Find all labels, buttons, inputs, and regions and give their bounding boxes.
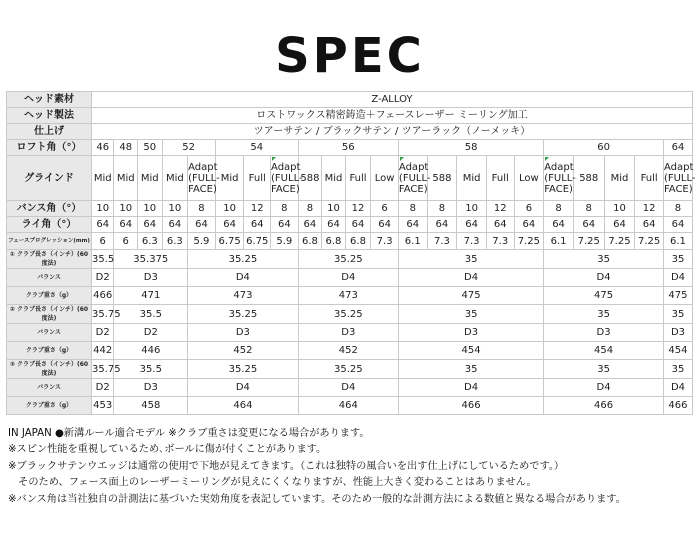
row-set-3-weight [7,397,693,415]
weight-cell: 475 [544,287,664,305]
grind-cell: Mid [91,156,114,201]
balance-cell: D3 [663,324,692,342]
length-label: ③ クラブ長さ（インチ）(60度法) [7,360,92,379]
row-set-2-length [7,305,693,324]
balance-cell: D4 [188,379,299,397]
loft-cell: 46 [91,140,114,156]
bounce-cell: 10 [114,201,138,217]
weight-cell: 453 [91,397,114,415]
face-progression-cell: 7.3 [457,233,487,250]
note-line: ※スピン性能を重視しているため､ボールに傷が付くことがあります。 [8,444,327,456]
row-set-1-balance [7,269,693,287]
head-material-value: Z-ALLOY [91,92,692,108]
length-cell: 35.75 [91,360,114,379]
balance-cell: D2 [91,324,114,342]
loft-label: ロフト角（°） [7,140,92,156]
weight-cell: 471 [114,287,188,305]
grind-cell: 588 [427,156,457,201]
row-head-material [7,92,693,108]
balance-cell: D4 [298,379,398,397]
length-cell: 35 [398,250,543,269]
grind-cell: Full [486,156,514,201]
bounce-cell: 10 [322,201,346,217]
grind-cell: 588 [573,156,604,201]
bounce-cell: 12 [486,201,514,217]
bounce-cell: 8 [663,201,692,217]
row-finish [7,124,693,140]
weight-cell: 464 [298,397,398,415]
balance-cell: D3 [114,379,188,397]
face-progression-cell: 6 [114,233,138,250]
bounce-cell: 8 [573,201,604,217]
length-cell: 35.25 [188,305,299,324]
weight-cell: 475 [663,287,692,305]
length-cell: 35 [398,305,543,324]
row-lie [7,217,693,233]
weight-cell: 454 [663,342,692,360]
face-progression-cell: 6.8 [322,233,346,250]
face-progression-cell: 6.8 [298,233,322,250]
face-progression-cell: 6.8 [345,233,371,250]
grind-cell: Low [371,156,399,201]
bounce-cell: 10 [138,201,163,217]
balance-cell: D4 [298,269,398,287]
lie-cell: 64 [244,217,271,233]
lie-cell: 64 [162,217,188,233]
notes [8,426,700,508]
balance-cell: D4 [544,379,664,397]
lie-cell: 64 [114,217,138,233]
lie-cell: 64 [215,217,244,233]
corner-marker-icon [272,157,276,161]
weight-cell: 446 [114,342,188,360]
length-label: ② クラブ長さ（インチ）(60度法) [7,305,92,324]
grind-cell: Adapt (FULL-FACE) [398,156,427,201]
face-progression-cell: 7.25 [635,233,664,250]
lie-cell: 64 [322,217,346,233]
grind-label: グラインド [7,156,92,201]
balance-cell: D4 [188,269,299,287]
lie-cell: 64 [635,217,664,233]
grind-cell: Mid [215,156,244,201]
page-title: SPEC [275,28,425,84]
length-cell: 35.5 [114,305,188,324]
balance-cell: D4 [398,269,543,287]
row-set-1-length [7,250,693,269]
balance-cell: D3 [188,324,299,342]
row-set-1-weight [7,287,693,305]
lie-cell: 64 [573,217,604,233]
face-progression-cell: 7.25 [604,233,635,250]
balance-cell: D3 [298,324,398,342]
bounce-cell: 10 [91,201,114,217]
weight-label: クラブ重さ（g） [7,287,92,305]
balance-cell: D2 [114,324,188,342]
bounce-cell: 10 [457,201,487,217]
finish-label: 仕上げ [7,124,92,140]
bounce-cell: 12 [635,201,664,217]
loft-cell: 60 [544,140,664,156]
grind-cell: Mid [114,156,138,201]
weight-cell: 452 [188,342,299,360]
weight-cell: 466 [544,397,664,415]
lie-cell: 64 [188,217,216,233]
balance-cell: D2 [91,269,114,287]
row-set-3-balance [7,379,693,397]
spec-table [6,91,696,415]
bounce-label: バンス角（°） [7,201,92,217]
length-cell: 35.75 [91,305,114,324]
length-cell: 35.5 [91,250,114,269]
bounce-cell: 6 [371,201,399,217]
bounce-cell: 8 [544,201,574,217]
length-cell: 35.25 [188,360,299,379]
face-progression-label: フェースプログレッション(mm) [7,233,92,250]
balance-label: バランス [7,269,92,287]
loft-cell: 52 [162,140,215,156]
face-progression-cell: 7.3 [427,233,457,250]
face-progression-cell: 6.75 [215,233,244,250]
head-material-label: ヘッド素材 [7,92,92,108]
bounce-cell: 12 [244,201,271,217]
lie-cell: 64 [371,217,399,233]
balance-cell: D4 [663,269,692,287]
weight-cell: 475 [398,287,543,305]
corner-marker-icon [400,157,404,161]
bounce-cell: 10 [162,201,188,217]
corner-marker-icon [545,157,549,161]
grind-cell: Adapt (FULL-FACE) [188,156,216,201]
lie-cell: 64 [604,217,635,233]
row-set-2-balance [7,324,693,342]
loft-cell: 54 [215,140,298,156]
face-progression-cell: 6.3 [162,233,188,250]
length-label: ① クラブ長さ（インチ）(60度法) [7,250,92,269]
lie-label: ライ角（°） [7,217,92,233]
grind-cell: Adapt (FULL-FACE) [271,156,299,201]
length-cell: 35 [398,360,543,379]
balance-label: バランス [7,379,92,397]
lie-cell: 64 [138,217,163,233]
loft-cell: 50 [138,140,163,156]
note-line: そのため、フェース面上のレーザーミーリングが見えにくくなりますが、性能上大きく変わることはありません。 [8,477,537,489]
length-cell: 35.375 [114,250,188,269]
weight-cell: 452 [298,342,398,360]
length-cell: 35 [663,360,692,379]
note-line: IN JAPAN ●新溝ルール適合モデル ※クラブ重さは変更になる場合があります。 [8,428,370,439]
grind-cell: Full [635,156,664,201]
balance-cell: D3 [398,324,543,342]
length-cell: 35 [544,305,664,324]
grind-cell: Mid [162,156,188,201]
weight-label: クラブ重さ（g） [7,342,92,360]
loft-cell: 56 [298,140,398,156]
row-head-method [7,108,693,124]
grind-cell: 588 [298,156,322,201]
bounce-cell: 12 [345,201,371,217]
length-cell: 35.25 [298,360,398,379]
grind-cell: Full [345,156,371,201]
face-progression-cell: 6.75 [244,233,271,250]
balance-cell: D2 [91,379,114,397]
length-cell: 35 [544,360,664,379]
note-line: ※バンス角は当社独自の計測法に基づいた実効角度を表記しています。そのため一般的な計測方法による数値と異なる場合があります。 [8,493,626,505]
face-progression-cell: 5.9 [188,233,216,250]
head-method-label: ヘッド製法 [7,108,92,124]
balance-label: バランス [7,324,92,342]
length-cell: 35 [663,305,692,324]
weight-cell: 454 [398,342,543,360]
grind-cell: Mid [138,156,163,201]
balance-cell: D4 [544,269,664,287]
lie-cell: 64 [398,217,427,233]
bounce-cell: 8 [427,201,457,217]
length-cell: 35.25 [298,250,398,269]
length-cell: 35.5 [114,360,188,379]
face-progression-cell: 7.25 [573,233,604,250]
grind-cell: Low [514,156,544,201]
weight-cell: 473 [188,287,299,305]
face-progression-cell: 5.9 [271,233,299,250]
bounce-cell: 6 [514,201,544,217]
weight-cell: 466 [663,397,692,415]
lie-cell: 64 [544,217,574,233]
note-line: ※ブラックサテンウエッジは通常の使用で下地が見えてきます。（これは独特の風合いを出す仕上げにしているためです。） [8,460,565,472]
lie-cell: 64 [298,217,322,233]
row-set-3-length [7,360,693,379]
face-progression-cell: 6.3 [138,233,163,250]
lie-cell: 64 [91,217,114,233]
weight-cell: 466 [91,287,114,305]
weight-cell: 442 [91,342,114,360]
balance-cell: D4 [663,379,692,397]
weight-cell: 454 [544,342,664,360]
lie-cell: 64 [457,217,487,233]
finish-value: ツアーサテン / ブラックサテン / ツアーラック（ノーメッキ） [91,124,692,140]
length-cell: 35 [663,250,692,269]
lie-cell: 64 [427,217,457,233]
grind-cell: Adapt (FULL-FACE) [663,156,692,201]
row-grind [7,156,693,201]
loft-cell: 58 [398,140,543,156]
length-cell: 35 [544,250,664,269]
bounce-cell: 10 [215,201,244,217]
weight-cell: 466 [398,397,543,415]
face-progression-cell: 6.1 [544,233,574,250]
bounce-cell: 8 [188,201,216,217]
face-progression-cell: 7.3 [486,233,514,250]
face-progression-cell: 7.25 [514,233,544,250]
length-cell: 35.25 [188,250,299,269]
head-method-value: ロストワックス精密鋳造＋フェースレーザー ミーリング加工 [91,108,692,124]
balance-cell: D3 [114,269,188,287]
row-loft [7,140,693,156]
bounce-cell: 8 [398,201,427,217]
grind-cell: Mid [457,156,487,201]
row-set-2-weight [7,342,693,360]
lie-cell: 64 [486,217,514,233]
weight-label: クラブ重さ（g） [7,397,92,415]
length-cell: 35.25 [298,305,398,324]
row-bounce [7,201,693,217]
bounce-cell: 10 [604,201,635,217]
face-progression-cell: 7.3 [371,233,399,250]
weight-cell: 458 [114,397,188,415]
loft-cell: 64 [663,140,692,156]
balance-cell: D3 [544,324,664,342]
grind-cell: Full [244,156,271,201]
grind-cell: Adapt (FULL-FACE) [544,156,574,201]
weight-cell: 473 [298,287,398,305]
lie-cell: 64 [345,217,371,233]
face-progression-cell: 6.1 [663,233,692,250]
lie-cell: 64 [663,217,692,233]
grind-cell: Mid [604,156,635,201]
bounce-cell: 8 [271,201,299,217]
bounce-cell: 8 [298,201,322,217]
balance-cell: D4 [398,379,543,397]
row-face-progression [7,233,693,250]
lie-cell: 64 [271,217,299,233]
weight-cell: 464 [188,397,299,415]
loft-cell: 48 [114,140,138,156]
lie-cell: 64 [514,217,544,233]
face-progression-cell: 6.1 [398,233,427,250]
face-progression-cell: 6 [91,233,114,250]
grind-cell: Mid [322,156,346,201]
